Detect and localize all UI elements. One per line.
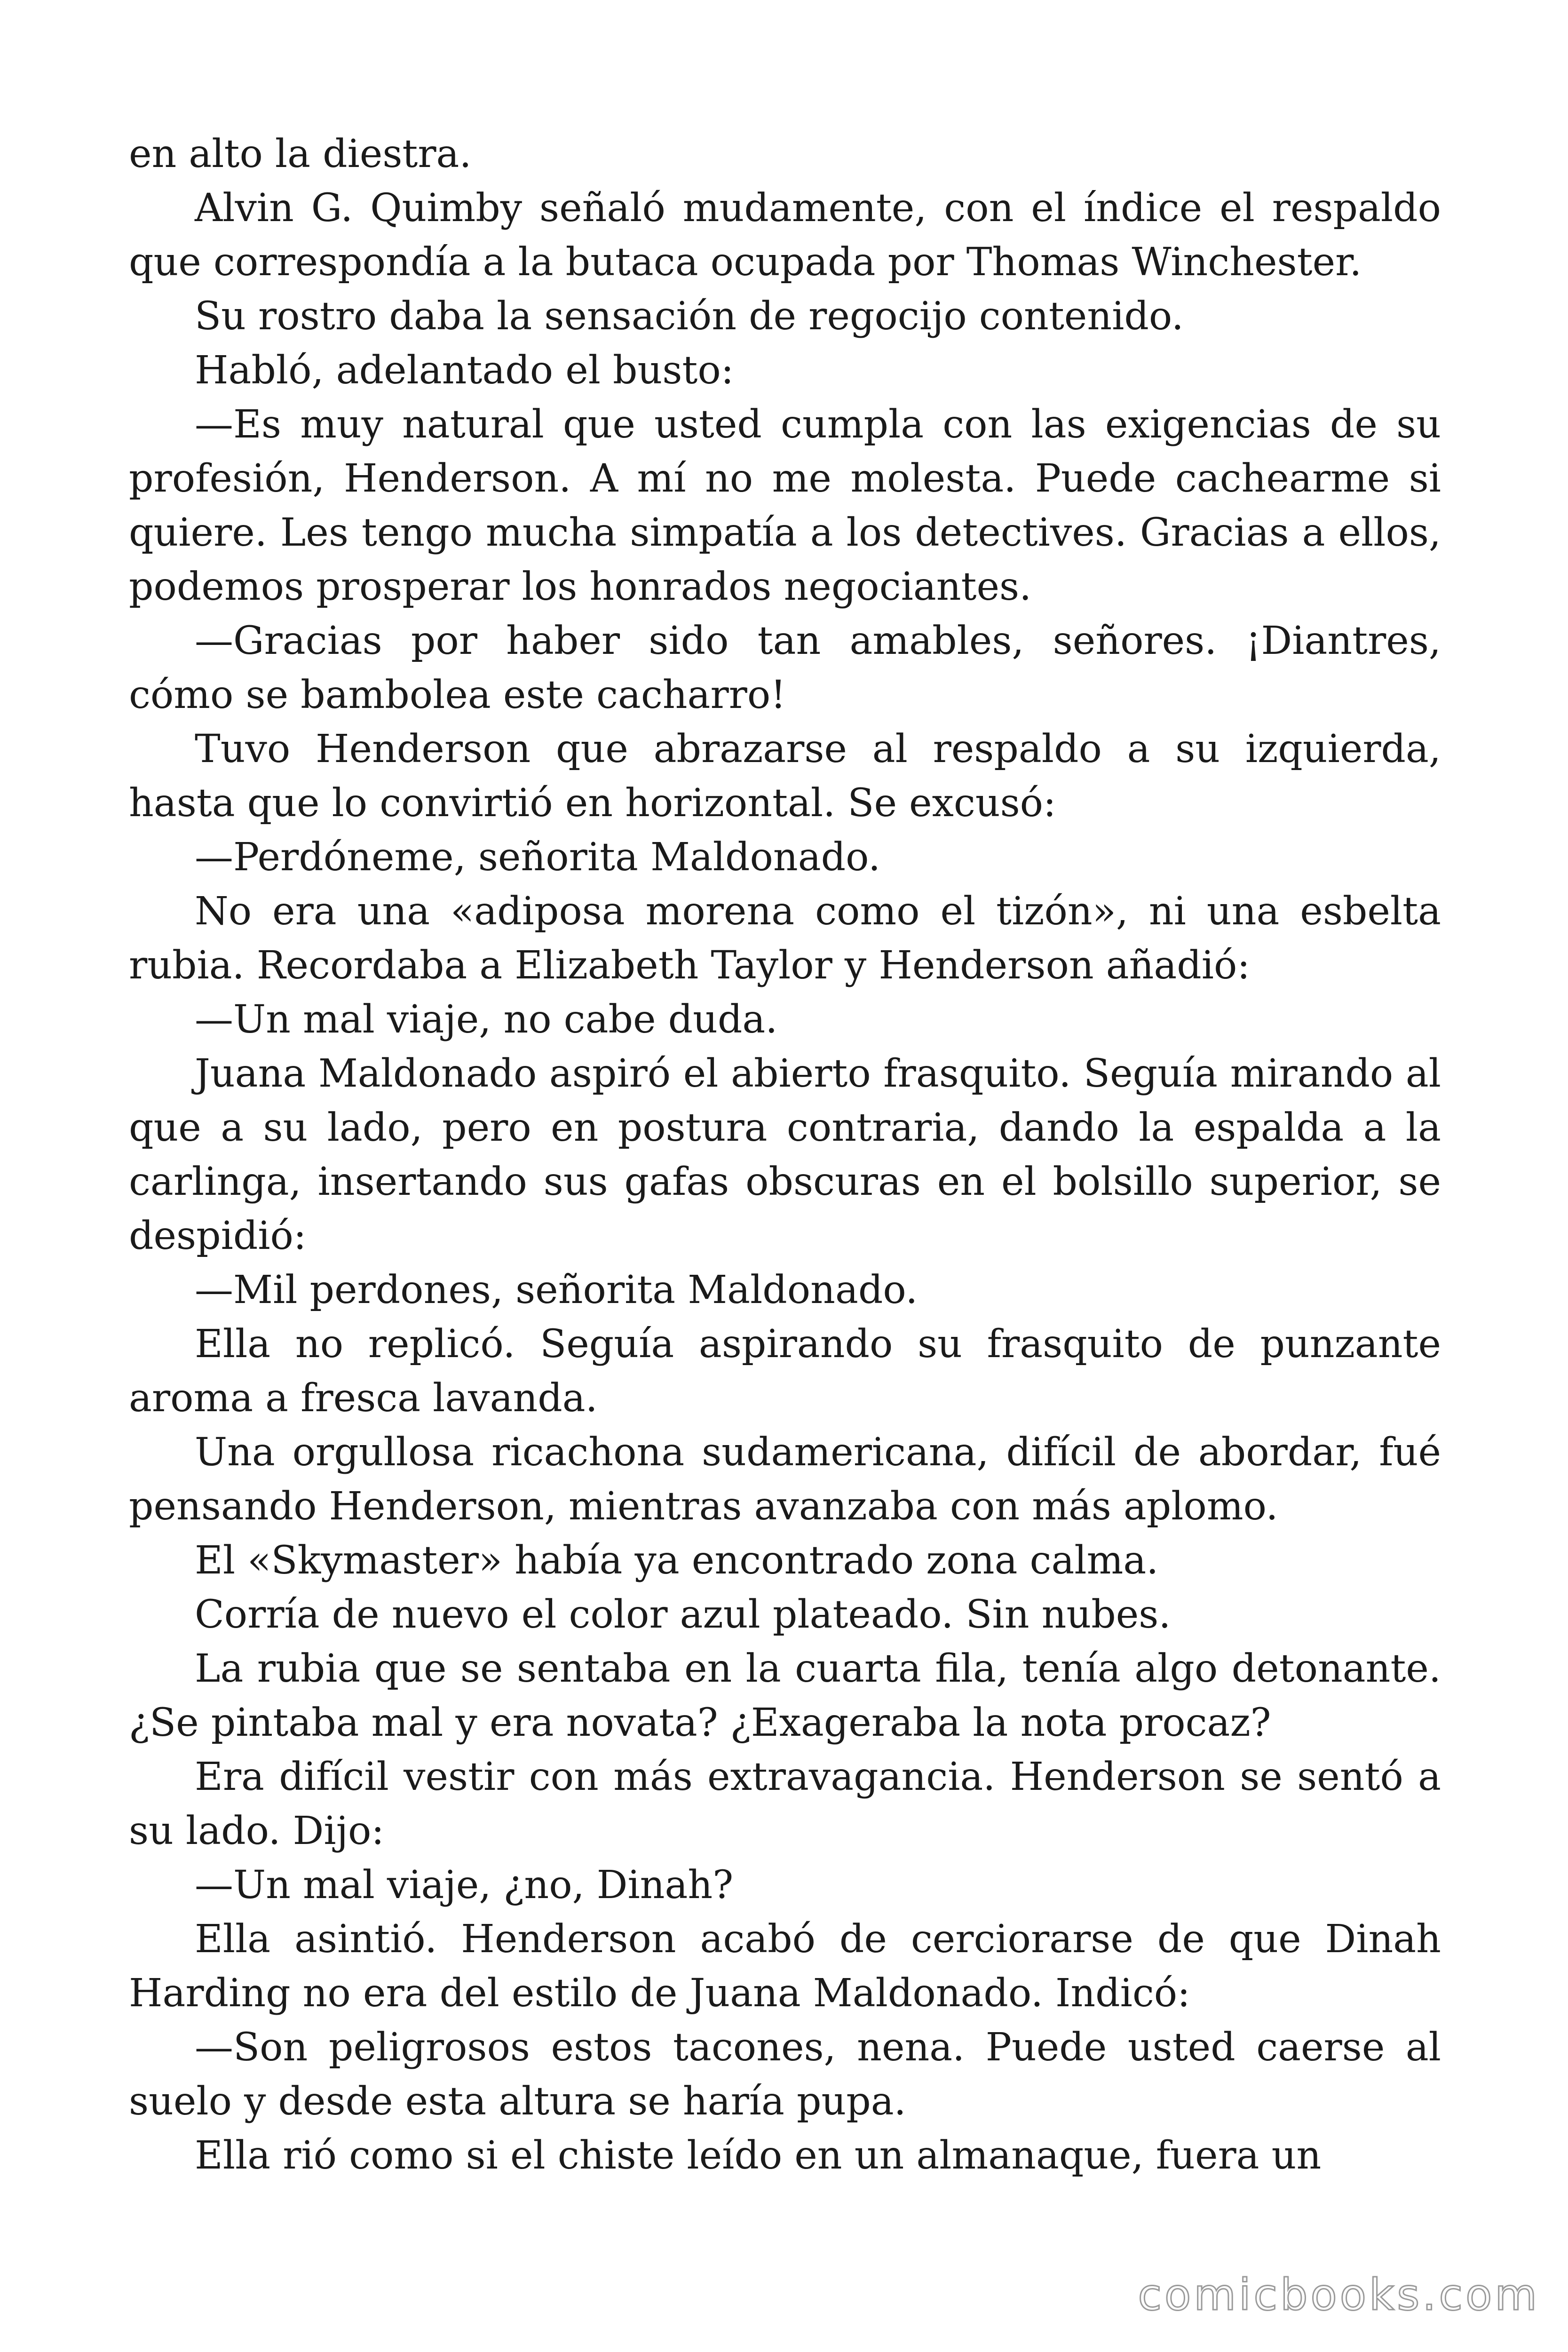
paragraph: Alvin G. Quimby señaló mudamente, con el índice el respaldo que correspondía a la butaca ocupada por Thomas Winchester. [129, 186, 1441, 285]
paragraph: Una orgullosa ricachona sudamericana, difícil de abordar, fué pensando Henderson, mientras avanzaba con más aplomo. [129, 1430, 1441, 1529]
paragraph: —Un mal viaje, no cabe duda. [195, 997, 778, 1042]
paragraph: El «Skymaster» había ya encontrado zona calma. [195, 1538, 1159, 1583]
paragraph: Habló, adelantado el busto: [195, 348, 734, 393]
paragraph: Era difícil vestir con más extravagancia. Henderson se sentó a su lado. Dijo: [129, 1755, 1441, 1853]
watermark: comicbooks.com [1138, 2270, 1540, 2320]
paragraph: —Es muy natural que usted cumpla con las exigencias de su profesión, Henderson. A mí no me molesta. Puede cachearme si quiere. Les tengo mucha simpatía a los detectives. Gracias a ellos, podemos prosperar los honrados negociantes. [129, 402, 1441, 609]
paragraph: —Perdóneme, señorita Maldonado. [195, 835, 881, 880]
paragraph: —Mil perdones, señorita Maldonado. [195, 1268, 918, 1312]
paragraph: —Son peligrosos estos tacones, nena. Puede usted caerse al suelo y desde esta altura se haría pupa. [129, 2025, 1441, 2124]
paragraph: Juana Maldonado aspiró el abierto frasquito. Seguía mirando al que a su lado, pero en postura contraria, dando la espalda a la carlinga, insertando sus gafas obscuras en el bolsillo superior, se despidió: [129, 1051, 1441, 1258]
paragraph: Ella asintió. Henderson acabó de cerciorarse de que Dinah Harding no era del estilo de Juana Maldonado. Indicó: [129, 1917, 1441, 2016]
paragraph: Ella no replicó. Seguía aspirando su frasquito de punzante aroma a fresca lavanda. [129, 1322, 1441, 1421]
paragraph: Corría de nuevo el color azul plateado. Sin nubes. [195, 1592, 1171, 1637]
paragraph: La rubia que se sentaba en la cuarta fila, tenía algo detonante. ¿Se pintaba mal y era novata? ¿Exageraba la nota procaz? [129, 1646, 1441, 1745]
paragraph: No era una «adiposa morena como el tizón», ni una esbelta rubia. Recordaba a Elizabeth Taylor y Henderson añadió: [129, 889, 1441, 988]
paragraph: —Gracias por haber sido tan amables, señores. ¡Diantres, cómo se bambolea este cacharro! [129, 619, 1441, 717]
paragraph: Su rostro daba la sensación de regocijo contenido. [195, 294, 1184, 339]
paragraph: en alto la diestra. [129, 132, 472, 176]
paragraph: Tuvo Henderson que abrazarse al respaldo a su izquierda, hasta que lo convirtió en horizontal. Se excusó: [129, 727, 1441, 826]
paragraph: —Un mal viaje, ¿no, Dinah? [195, 1863, 734, 1907]
page-body-text [129, 127, 1441, 2183]
paragraph: Ella rió como si el chiste leído en un almanaque, fuera un [195, 2133, 1322, 2178]
